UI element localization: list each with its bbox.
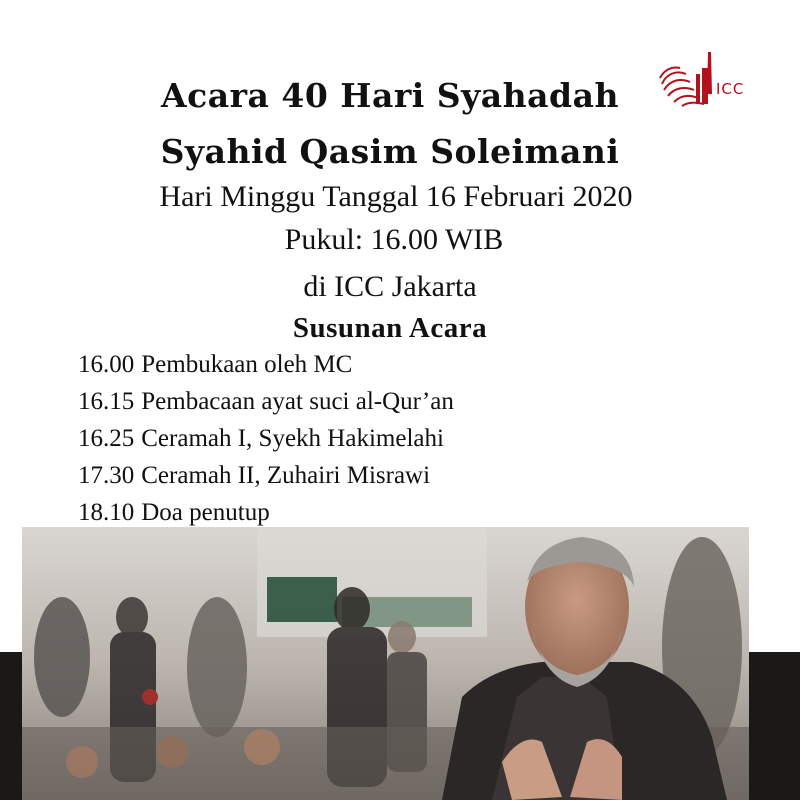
agenda-text: Ceramah I, Syekh Hakimelahi [141, 425, 444, 452]
praying-man-photo [22, 527, 749, 800]
agenda-text: Ceramah II, Zuhairi Misrawi [141, 462, 431, 489]
agenda-time: 18.10 [78, 499, 135, 526]
logo-text: ICC [716, 80, 745, 98]
event-venue: di ICC Jakarta [303, 270, 477, 303]
agenda-list [78, 346, 454, 531]
event-title-line2: Syahid Qasim Soleimani [160, 132, 620, 171]
agenda-item [78, 383, 454, 420]
agenda-item [78, 457, 454, 494]
event-title-line1: Acara 40 Hari Syahadah [161, 76, 619, 115]
agenda-time: 17.30 [78, 462, 135, 489]
event-time: Pukul: 16.00 WIB [284, 223, 504, 256]
agenda-time: 16.25 [78, 425, 135, 452]
agenda-text: Pembukaan oleh MC [141, 351, 353, 378]
agenda-heading: Susunan Acara [292, 312, 488, 344]
agenda-text: Pembacaan ayat suci al-Qur’an [141, 388, 454, 415]
agenda-time: 16.00 [78, 351, 135, 378]
agenda-item [78, 494, 454, 531]
quill-emblem-icon [656, 44, 766, 114]
photo-illustration [22, 527, 749, 800]
event-date: Hari Minggu Tanggal 16 Februari 2020 [159, 180, 633, 213]
agenda-time: 16.15 [78, 388, 135, 415]
agenda-item [78, 420, 454, 457]
agenda-item [78, 346, 454, 383]
agenda-text: Doa penutup [141, 499, 270, 526]
